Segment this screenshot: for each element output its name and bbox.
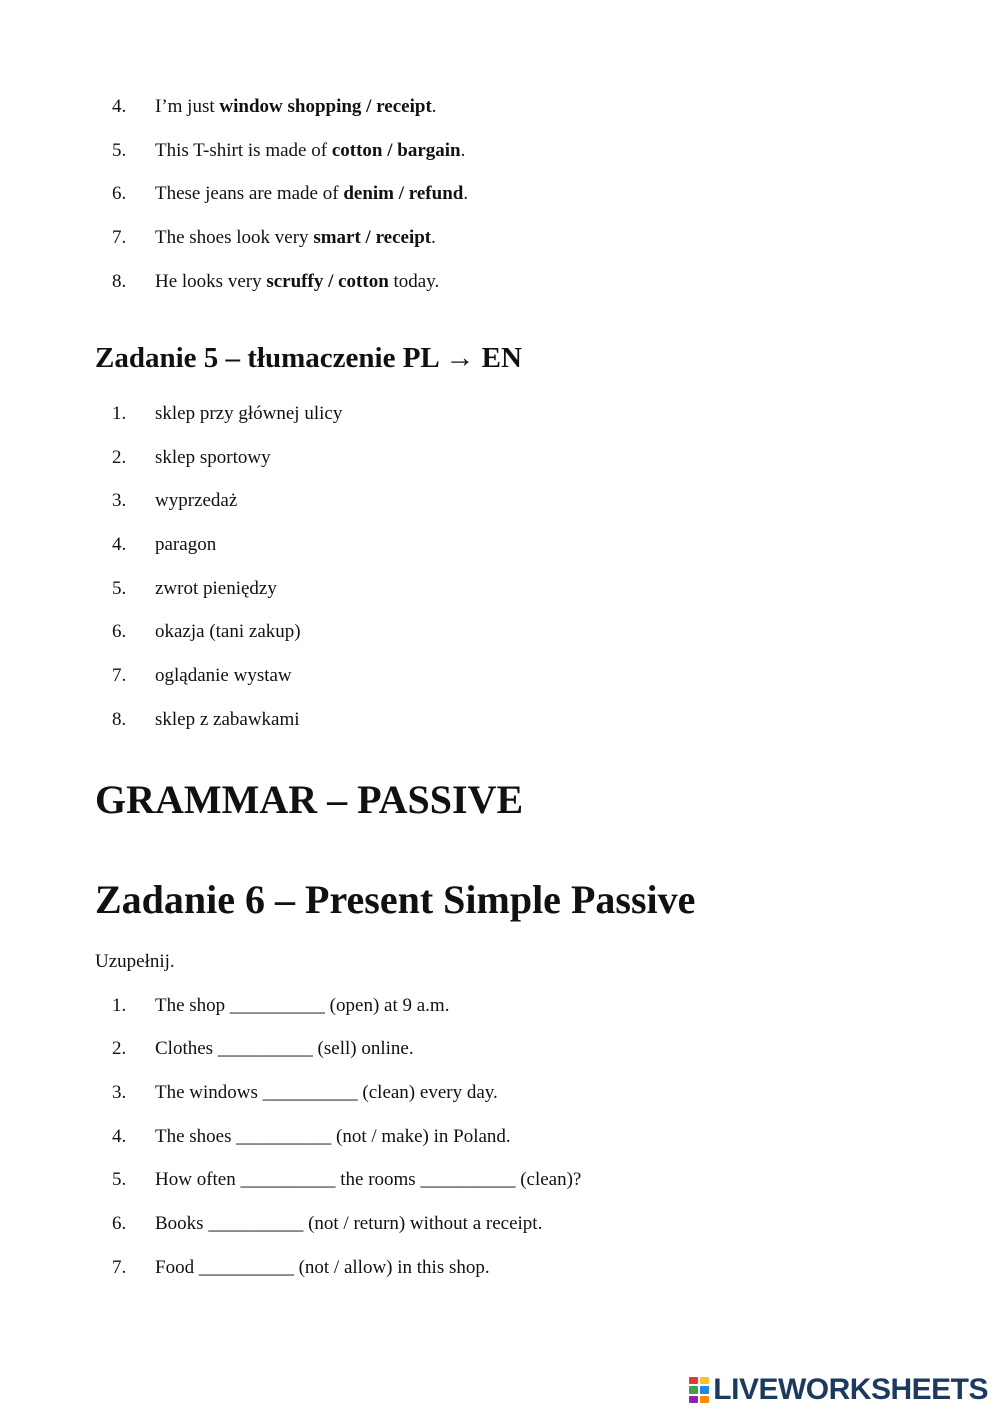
exercise6-heading: Zadanie 6 – Present Simple Passive bbox=[95, 877, 696, 922]
exercise6-item bbox=[0, 1253, 1000, 1283]
item-text: paragon bbox=[155, 534, 217, 555]
item-text: okazja (tani zakup) bbox=[155, 621, 301, 642]
logo-text: LIVEWORKSHEETS bbox=[713, 1373, 988, 1406]
item-number: 4. bbox=[112, 534, 127, 555]
item-number: 5. bbox=[112, 578, 127, 599]
grammar-heading: GRAMMAR – PASSIVE bbox=[95, 777, 524, 822]
exercise4-item-8 bbox=[0, 267, 1000, 297]
exercise5-item bbox=[0, 574, 1000, 604]
item-text: sklep z zabawkami bbox=[155, 709, 300, 730]
item-number: 7. bbox=[112, 1257, 127, 1278]
item-number: 6. bbox=[112, 621, 127, 642]
item-number: 7. bbox=[112, 665, 127, 686]
item-text: wyprzedaż bbox=[155, 490, 238, 511]
item-text: How often __________ the rooms __________ (clean)? bbox=[155, 1169, 582, 1190]
item-text: Books __________ (not / return) without a receipt. bbox=[155, 1213, 543, 1234]
item-text: The shoes __________ (not / make) in Poland. bbox=[155, 1126, 511, 1147]
exercise4-item-7 bbox=[0, 223, 1000, 253]
item-number: 6. bbox=[112, 1213, 127, 1234]
item-text: He looks very bbox=[155, 271, 267, 292]
exercise5-item bbox=[0, 443, 1000, 473]
item-text: sklep sportowy bbox=[155, 447, 271, 468]
item-text-end: . bbox=[463, 183, 469, 204]
item-choice: denim / refund bbox=[343, 183, 464, 204]
exercise4-item-6 bbox=[0, 179, 1000, 209]
item-text: I’m just bbox=[155, 96, 220, 117]
exercise5-item bbox=[0, 617, 1000, 647]
item-number: 3. bbox=[112, 490, 127, 511]
exercise6-instruction: Uzupełnij. bbox=[95, 951, 175, 972]
exercise6-item bbox=[0, 1078, 1000, 1108]
item-text: The shoes look very bbox=[155, 227, 314, 248]
liveworksheets-logo-icon bbox=[689, 1377, 709, 1403]
exercise4-item-5 bbox=[0, 136, 1000, 166]
item-text: oglądanie wystaw bbox=[155, 665, 292, 686]
item-number: 5. bbox=[112, 140, 127, 161]
item-number: 4. bbox=[112, 96, 127, 117]
item-text-end: . bbox=[460, 140, 466, 161]
item-choice: smart / receipt bbox=[313, 227, 432, 248]
item-choice: cotton / bargain bbox=[331, 140, 461, 161]
exercise5-item bbox=[0, 530, 1000, 560]
item-text: Clothes __________ (sell) online. bbox=[155, 1038, 414, 1059]
exercise4-item-4 bbox=[0, 92, 1000, 122]
item-text: This T-shirt is made of bbox=[155, 140, 332, 161]
item-text: The shop __________ (open) at 9 a.m. bbox=[155, 995, 450, 1016]
item-text-end: today. bbox=[388, 271, 440, 292]
exercise5-item bbox=[0, 399, 1000, 429]
exercise6-item bbox=[0, 1034, 1000, 1064]
exercise6-item bbox=[0, 991, 1000, 1021]
item-number: 8. bbox=[112, 709, 127, 730]
item-text: Food __________ (not / allow) in this shop. bbox=[155, 1257, 490, 1278]
item-number: 2. bbox=[112, 1038, 127, 1059]
item-number: 6. bbox=[112, 183, 127, 204]
liveworksheets-logo[interactable] bbox=[689, 1372, 988, 1408]
exercise5-item bbox=[0, 486, 1000, 516]
exercise6-item bbox=[0, 1165, 1000, 1195]
item-number: 3. bbox=[112, 1082, 127, 1103]
exercise5-heading: Zadanie 5 – tłumaczenie PL → EN bbox=[95, 342, 522, 374]
item-choice: scruffy / cotton bbox=[266, 271, 389, 292]
item-number: 8. bbox=[112, 271, 127, 292]
exercise5-item bbox=[0, 705, 1000, 735]
item-number: 5. bbox=[112, 1169, 127, 1190]
exercise5-item bbox=[0, 661, 1000, 691]
item-text: The windows __________ (clean) every day. bbox=[155, 1082, 498, 1103]
item-text: sklep przy głównej ulicy bbox=[155, 403, 343, 424]
item-number: 2. bbox=[112, 447, 127, 468]
item-number: 1. bbox=[112, 403, 127, 424]
item-text: zwrot pieniędzy bbox=[155, 578, 277, 599]
exercise6-item bbox=[0, 1122, 1000, 1152]
item-number: 4. bbox=[112, 1126, 127, 1147]
exercise6-item bbox=[0, 1209, 1000, 1239]
item-text: These jeans are made of bbox=[155, 183, 344, 204]
item-text-end: . bbox=[431, 227, 436, 248]
item-text-end: . bbox=[431, 96, 437, 117]
item-number: 7. bbox=[112, 227, 127, 248]
item-choice: window shopping / receipt bbox=[219, 96, 432, 117]
item-number: 1. bbox=[112, 995, 127, 1016]
